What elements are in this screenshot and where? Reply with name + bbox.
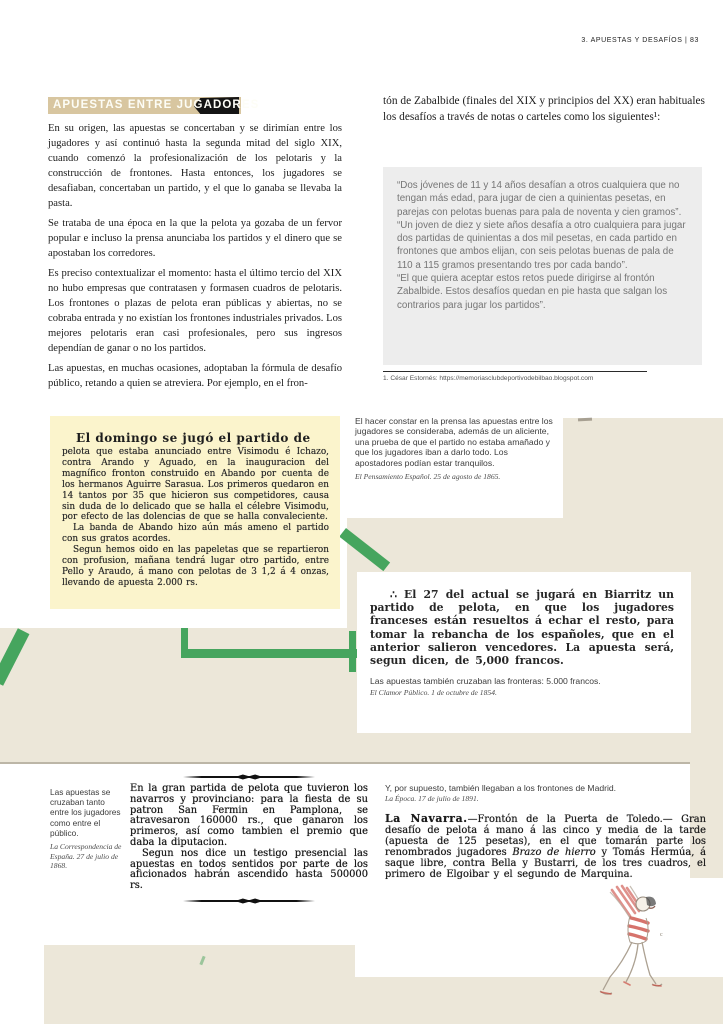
- caption-text: Y, por supuesto, también llegaban a los frontones de Madrid.: [385, 783, 617, 793]
- clipping-paragraph: Segun hemos oido en las papeletas que se repartieron con profusion, mañana tendrá lugar otro partido, entre Pello y Araudo, á mano con pelotas de 3 1,2 á 4 onzas, llevando de apuesta 2.000 rs.: [62, 545, 329, 588]
- clipping-navarra-text1: —Frontón de la Puerta de Toledo.— Gran desafío de pelota á mano á las cinco y media de la tarde (apuesta de 125 pesetas), en el que tomarán parte los renombrados jugadores: [385, 814, 706, 858]
- challenge-quote: “El que quiera aceptar estos retos puede dirigirse al frontón Zabalbide. Estos desafíos quedan en pie hasta que salgan los contrarios para jugar los partidos”.: [397, 273, 668, 311]
- clipping-abando: [50, 416, 340, 609]
- clipping-biarritz-box: [357, 572, 691, 733]
- clipping-navarra-italic: Brazo de hierro: [512, 846, 596, 858]
- body-paragraph: En su origen, las apuestas se concertaban y se dirimían entre los jugadores y así continuó hasta la segunda mitad del siglo XIX, cuando comenzó la profesionalización de los pelotaris y la construcción de frontones. Hasta entonces, los jugadores se desafiaban, concertaban un partido, y el que lo ganaba se llevaba la pasta.: [48, 123, 342, 209]
- caption-prensa-box: [347, 400, 563, 518]
- green-line-vertical-right: [349, 631, 356, 672]
- clipping-navarra: [385, 814, 706, 880]
- footnote-rule: [383, 371, 647, 372]
- ornament-divider-bottom: [183, 898, 315, 904]
- clipping-abando-headline: El domingo se jugó el partido de: [76, 431, 311, 445]
- scanned-paper-top-right: [563, 418, 723, 519]
- clipping-paragraph: En la gran partida de pelota que tuvieron los navarros y provinciano: para la fiesta de su patron San Fermin en Pamplona, se atravesaron 160000 rs., que ganaron los primeros, así como tambien el premio que daba la diputacion.: [130, 783, 368, 848]
- section-title-bar: [48, 97, 260, 114]
- caption-fronteras-source: El Clamor Público. 1 de octubre de 1854.: [370, 687, 497, 697]
- scanned-paper-bottom-left: [44, 945, 355, 1024]
- caption-source: La Correspondencia de España. 27 de julio de 1868.: [50, 842, 122, 871]
- clipping-pamplona: [130, 774, 368, 904]
- intro-column: [48, 121, 342, 396]
- caption-text: El hacer constar en la prensa las apuestas entre los jugadores se consideraba, además de un aliciente, una prueba de que el partido no estaba amañado y que los jugadores iban a darlo todo. Los apostadores podían estar tranquilos.: [355, 416, 553, 468]
- caption-text: Las apuestas se cruzaban tanto entre los jugadores como entre el público.: [50, 787, 121, 838]
- caption-source: El Pensamiento Español. 25 de agosto de 1865.: [355, 472, 501, 482]
- svg-text:c: c: [660, 932, 663, 938]
- challenge-quotes-box: [383, 167, 702, 365]
- clipping-pamplona-body: [130, 784, 368, 892]
- caption-source: La Época. 17 de julio de 1891.: [385, 794, 479, 804]
- clipping-paragraph: pelota que estaba anunciado entre Visimodu é Ichazo, contra Arando y Aguado, en la inauguracion del magnífico fronton construido en Abando por cuenta de los hermanos Aguirre Sarasua. Los primeros quedaron en 14 tantos por 35 que hicieron sus competidores, causa sin duda de lo delicado que se halla el célebre Visimodu, por efecto de las dolencias de que se halla convaleciente.: [62, 447, 329, 523]
- challenge-quote: “Un joven de diez y siete años desafía a otro cualquiera para jugar dos partidas de quinientas a dos mil pesetas, en cada partido en frontones que ambos elijan, con seis pelotas buenas de pala de 110 a 115 gramos presentando tres por cada bando”.: [397, 219, 686, 271]
- page-title: APUESTAS ENTRE JUGADORES: [53, 99, 260, 111]
- caption-madrid: [385, 783, 705, 804]
- body-paragraph: Es preciso contextualizar el momento: hasta el último tercio del XIX no hubo empresas que contratasen y formasen cuadros de pelotaris. Los frontones o plazas de pelota eran públicas y abiertas, no se cobraba entrada y no existían los frontones industriales privados. Los mejores pelotaris eran casi profesionales, pero sus ingresos dependían de ganar o no los partidos.: [48, 268, 342, 354]
- clipping-navarra-text2: y Tomás Hermúa, á saque libre, contra Bella y Bustarri, de los tres cuadros, el primero de Elgoibar y el segundo de Marquina.: [385, 846, 706, 880]
- right-column-lead: tón de Zabalbide (finales del XIX y principios del XX) eran habituales los desafíos a través de notas o carteles como los siguientes¹:: [383, 95, 705, 123]
- caption-publico: [50, 787, 122, 871]
- challenge-quote: “Dos jóvenes de 11 y 14 años desafían a otros cualquiera que no tengan más edad, para jugar de cien a quinientas pesetas, en parejas con pelotas buenas para pala de noventa y cien gramos”.: [397, 180, 682, 218]
- body-paragraph: Las apuestas, en muchas ocasiones, adoptaban la fórmula de desafío público, retando a quien se atreviera. Por ejemplo, en el fron-: [48, 363, 342, 389]
- pelota-player-illustration: [586, 878, 682, 1008]
- caption-fronteras: Las apuestas también cruzaban las fronteras: 5.000 francos.: [370, 676, 601, 687]
- green-line-horizontal: [181, 649, 361, 658]
- ornament-divider-top: [183, 774, 315, 780]
- body-paragraph: Se trataba de una época en la que la pelota ya gozaba de un fervor popular e incluso la prensa anunciaba los partidos y el dinero que se apostaban los corredores.: [48, 218, 342, 259]
- footnote: 1. César Estornés: https://memoriasclubdeportivodebilbao.blogspot.com: [383, 375, 594, 382]
- page-header: 3. APUESTAS Y DESAFÍOS | 83: [581, 37, 699, 44]
- pelota-player-sketch-svg: [586, 878, 682, 1008]
- clipping-paragraph: Segun nos dice un testigo presencial las apuestas en todos sentidos por parte de los aficionados habrán ascendido hasta 500000 rs.: [130, 847, 368, 892]
- clipping-navarra-lead: La Navarra.: [385, 812, 468, 825]
- clipping-paragraph: La banda de Abando hizo aún más ameno el partido con sus gratos acordes.: [62, 523, 329, 545]
- clipping-abando-body: [62, 447, 329, 589]
- clipping-biarritz-text: ∴ El 27 del actual se jugará en Biarritz un partido de pelota, en que los jugadores franceses están resueltos á echar el resto, para tomar la rebancha de los españoles, que en el anterior salieron vencedores. La apuesta será, segun dicen, de 5,000 francos.: [370, 588, 674, 668]
